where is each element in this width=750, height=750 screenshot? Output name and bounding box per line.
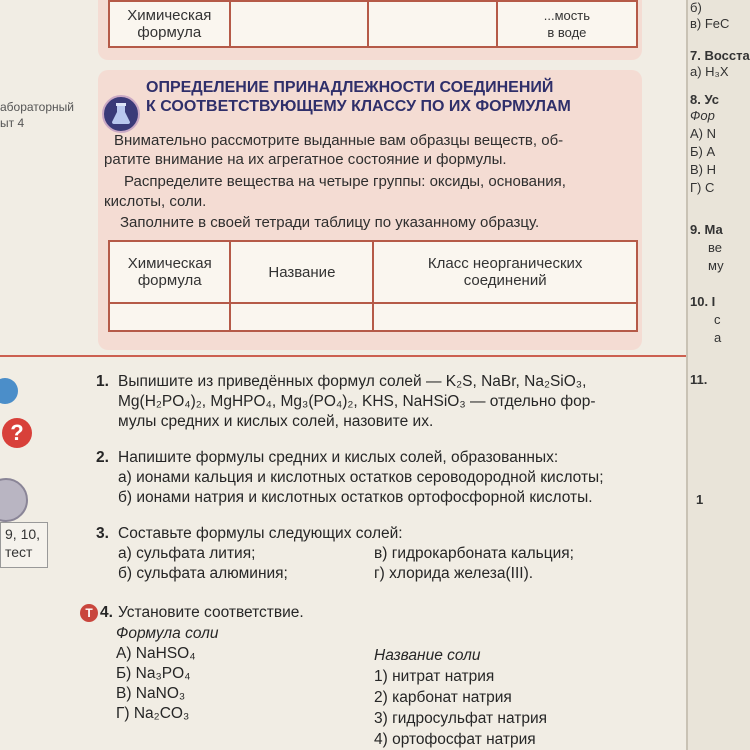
cd-icon <box>0 478 28 522</box>
right-line: 11. <box>690 372 708 387</box>
sample-table-cell <box>373 303 637 331</box>
right-line: ве <box>708 240 722 255</box>
q2-line1: Напишите формулы средних и кислых солей, образованных: <box>118 449 559 466</box>
side-test-box <box>0 522 48 568</box>
question-icon: ? <box>2 418 32 448</box>
right-line: 9. Ма <box>690 222 723 237</box>
sample-table-cell <box>109 303 230 331</box>
body-p2-line1: Распределите вещества на четыре группы: оксиды, основания, <box>124 173 566 190</box>
lab-flask-icon <box>102 95 140 133</box>
right-line: В) Н <box>690 162 716 177</box>
right-line: в) FeC <box>690 16 730 31</box>
sample-table-header-formula: Химическая формула <box>109 241 230 303</box>
body-p1-line2: ратите внимание на их агрегатное состояние и формулы. <box>104 151 507 168</box>
section-title-line2: К СООТВЕТСТВУЮЩЕМУ КЛАССУ ПО ИХ ФОРМУЛАМ <box>146 98 571 115</box>
right-line: Г) С <box>690 180 715 195</box>
right-line: А) N <box>690 126 716 141</box>
q4-number: 4. <box>100 604 113 621</box>
q3-line1: Составьте формулы следующих солей: <box>118 525 403 542</box>
right-line: б) <box>690 0 702 15</box>
top-table <box>108 0 638 48</box>
q4-formula-b: Б) Na₃PO₄ <box>116 665 191 682</box>
side-test-line2: тест <box>5 544 33 560</box>
q1-line3: мулы средних и кислых солей, назовите их. <box>118 413 434 430</box>
q3-option-v: в) гидрокарбоната кальция; <box>374 545 574 562</box>
q2-option-a: а) ионами кальция и кислотных остатков сероводородной кислоты; <box>118 469 604 486</box>
sample-table-cell <box>230 303 373 331</box>
sample-table-header-name: Название <box>230 241 373 303</box>
right-line: а) H₃X <box>690 64 729 79</box>
right-line: 10. I <box>690 294 716 309</box>
q4-name-1: 1) нитрат натрия <box>374 668 495 685</box>
q4-name-2: 2) карбонат натрия <box>374 689 512 706</box>
q3-option-b: б) сульфата алюминия; <box>118 565 288 582</box>
q4-col1-head: Формула соли <box>116 625 219 642</box>
q2-option-b: б) ионами натрия и кислотных остатков ортофосфорной кислоты. <box>118 489 593 506</box>
side-label-line1: абораторный <box>0 100 74 114</box>
side-test-line1: 9, 10, <box>5 526 41 542</box>
right-line: Б) А <box>690 144 716 159</box>
top-table-col2 <box>230 1 368 47</box>
top-table-box <box>98 0 642 60</box>
q4-formula-v: В) NaNO₃ <box>116 685 186 702</box>
top-table-col3: ...мость в воде <box>497 1 637 47</box>
q2-number: 2. <box>96 449 109 466</box>
body-p3: Заполните в своей тетради таблицу по указанному образцу. <box>120 214 540 231</box>
q1-number: 1. <box>96 373 109 390</box>
q4-col2-head: Название соли <box>374 647 481 664</box>
book-icon <box>0 378 18 404</box>
right-line: Фор <box>690 108 715 123</box>
section-divider <box>0 355 686 357</box>
q4-line1: Установите соответствие. <box>118 604 304 621</box>
right-line: му <box>708 258 724 273</box>
right-line: 7. Восста <box>690 48 750 63</box>
body-p2-line2: кислоты, соли. <box>104 193 207 210</box>
right-line: 8. Ус <box>690 92 719 107</box>
sample-table <box>108 240 638 332</box>
side-label-line2: ыт 4 <box>0 116 25 130</box>
q3-number: 3. <box>96 525 109 542</box>
q3-option-g: г) хлорида железа(III). <box>374 565 534 582</box>
right-page-edge <box>686 0 750 750</box>
sample-table-header-class: Класс неорганических соединений <box>373 241 637 303</box>
right-line: c <box>714 312 721 327</box>
body-p1-line1: Внимательно рассмотрите выданные вам образцы веществ, об- <box>114 132 564 149</box>
q4-name-3: 3) гидросульфат натрия <box>374 710 548 727</box>
right-line: a <box>714 330 722 345</box>
q1-line1: Выпишите из приведённых формул солей — K₂S, NaBr, Na₂SiO₃, <box>118 373 587 390</box>
q4-formula-a: А) NaHSO₄ <box>116 645 196 662</box>
section-title-line1: ОПРЕДЕЛЕНИЕ ПРИНАДЛЕЖНОСТИ СОЕДИНЕНИЙ <box>146 79 554 96</box>
right-line: 1 <box>696 492 704 507</box>
q3-option-a: а) сульфата лития; <box>118 545 256 562</box>
top-table-col-blank <box>368 1 497 47</box>
q4-formula-g: Г) Na₂CO₃ <box>116 705 190 722</box>
q4-name-4: 4) ортофосфат натрия <box>374 731 536 748</box>
q1-line2: Mg(H₂PO₄)₂, MgHPO₄, Mg₃(PO₄)₂, KHS, NaHSiO₃ — отдельно фор- <box>118 393 596 410</box>
top-table-col1: Химическая формула <box>109 1 230 47</box>
test-badge-icon: Т <box>80 604 98 622</box>
